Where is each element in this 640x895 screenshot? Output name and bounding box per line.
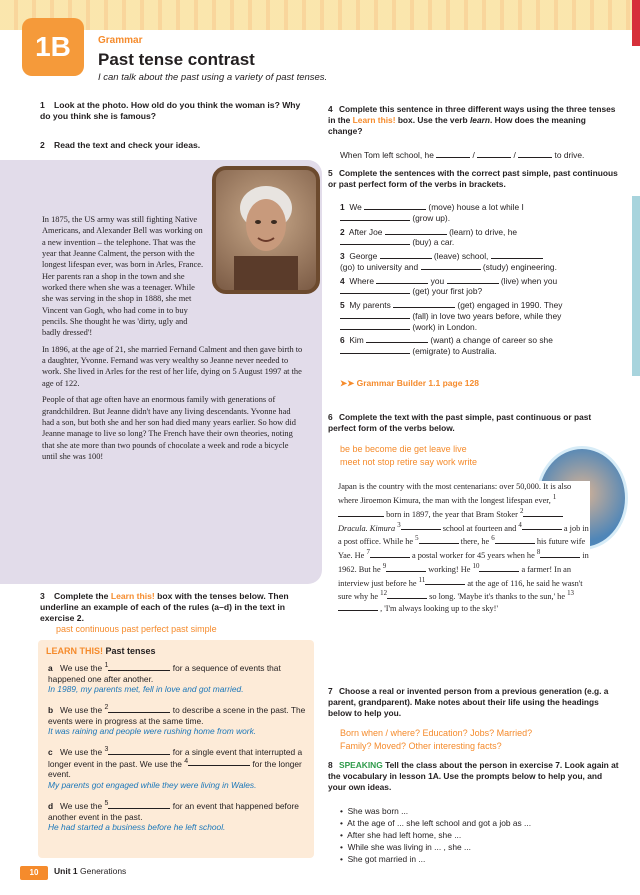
page-number: 10 [20, 866, 48, 880]
grammar-builder-link[interactable]: ➤➤ Grammar Builder 1.1 page 128 [340, 378, 479, 388]
header-pattern [0, 0, 640, 30]
prompt-5: • She got married in ... [340, 854, 426, 864]
exercise-6: 6 Complete the text with the past simple, past continuous or past perfect form of the verbs below. [328, 412, 592, 433]
japan-text: Japan is the country with the most centenarians: over 50,000. It is also where Jiroemon Kimura, the man with the longest lifespan ever, $^1$ born in 1897, the year that Bram Stoker $^2$ Dracula. Kimura $^3$ school at fourteen and $^4$ a job in a post office. While he $^5$ there, he $^6$ his future wife Yae. He $^7$ a postal worker for 45 years when he $^8$ in 1962. But he $^9$ working! He $^{10}$ a farmer! In an interview just before he $^{11}$ at the age of 116, he said he wasn't sure why he $^{12}$ so long. 'Maybe it's thanks to the sun,' he $^{13}$ , 'I'm always looking up to the sky!' [338, 481, 590, 615]
rule-b: b We use the $^2$ to describe a scene in the past. The events were in progress at the same time. It was raining and people were rushing home from work. [48, 704, 306, 737]
exercise-5: 5 Complete the sentences with the correct past simple, past continuous or past perfect form of the verbs in brackets. [328, 168, 618, 189]
rule-c: c We use the $^3$ for a single event that interrupted a longer event in the past. We use the $^4$ for the longer event. My parents got engaged while they were living in Wales. [48, 746, 303, 790]
prompt-1: • She was born ... [340, 806, 409, 816]
ex5-item-3: 3 George (leave) school, (go) to university and (study) engineering. [340, 251, 557, 272]
reading-para-2: In 1896, at the age of 21, she married Fernand Calment and then gave birth to a daughter, Yvonne. Fernand was very wealthy so Jeanne never needed to work. She lived in Arles for the rest of her life, dying on 5 August 1997 at the age of 122. [42, 344, 303, 388]
exercise-1: 1 Look at the photo. How old do you think the woman is? Why do you think she is famous? [40, 100, 301, 121]
prompt-4: • While she was living in ... , she ... [340, 842, 471, 852]
reading-text [42, 214, 304, 467]
exercise-8: 8 SPEAKING Tell the class about the person in exercise 7. Look again at the vocabulary in lesson 1A. Use the prompts below to help you, and your own ideas. [328, 760, 619, 792]
exercise-3: 3 Complete the Learn this! box with the tenses below. Then underline an example of each of the rules (a–d) in the text in exercise 2. [40, 591, 289, 623]
tense-word-list: past continuous past perfect past simple [56, 624, 217, 634]
edge-tab-teal [632, 196, 640, 376]
rule-a: a We use the $^1$ for a sequence of events that happened one after another. In 1989, my parents met, fell in love and got married. [48, 662, 281, 695]
edge-tab-red [632, 0, 640, 46]
reading-para-1: In 1875, the US army was still fighting Native Americans, and Alexander Bell was working on a new invention – the telephone. That was the year that Jeanne Calment, the person with the longest lifespan ever, was born in Arles, France. Her parents ran a shop in the town and she worked there when she was a teenager. While she was serving in the shop in 1888, she met Vincent van Gogh, who had come in to buy pencils. She thought he was 'dirty, ugly and badly dressed'! [42, 215, 204, 338]
ex5-item-2: 2 After Joe (learn) to drive, he (buy) a car. [340, 226, 518, 248]
section-label: Grammar [98, 35, 143, 46]
page-subtitle: I can talk about the past using a variety of past tenses. [98, 72, 328, 83]
exercise-4: 4 Complete this sentence in three different ways using the three tenses in the Learn this! box. Use the verb learn. How does the meaning change? [328, 104, 616, 136]
learn-this-title: LEARN THIS! Past tenses [46, 646, 156, 656]
reading-para-3: People of that age often have an enormous family with generations of grandchildren. But Jeanne didn't have any living descendants. Yvonne had had a son, but both she and her son had died many years earlier. So how did Jeanne manage to live so long? The French have their own theories, noting that she ate more than two pounds of chocolate a week and rode a bicycle until she was 100! [42, 395, 296, 461]
exercise-7: 7 Choose a real or invented person from a previous generation (e.g. a parent, grandparent). Make notes about their life using the headings below to help you. [328, 686, 609, 718]
ex6-verbs-2: meet not stop retire say work write [340, 457, 478, 467]
ex6-verbs-1: be be become die get leave live [340, 444, 467, 454]
prompt-2: • At the age of ... she left school and got a job as ... [340, 818, 532, 828]
ex5-item-5: 5 My parents (get) engaged in 1990. They (fall) in love two years before, while they (work) in London. [340, 300, 563, 332]
ex7-headings-1: Born when / where? Education? Jobs? Married? [340, 728, 533, 738]
rule-d: d We use the $^5$ for an event that happened before another event in the past. He had started a business before he left school. [48, 800, 299, 833]
ex5-sentences [340, 202, 620, 357]
ex5-item-6: 6 Kim (want) a change of career so she (emigrate) to Australia. [340, 335, 553, 356]
prompt-3: • After she had left home, she ... [340, 830, 462, 840]
ex5-item-1: 1 We (move) house a lot while I (grow up). [340, 202, 524, 223]
exercise-2: 2 Read the text and check your ideas. [40, 140, 201, 150]
ex5-item-4: 4 Where you (live) when you (get) your first job? [340, 275, 558, 297]
lesson-badge: 1B [22, 18, 84, 76]
exercise-4-sentence: When Tom left school, he / / to drive. [340, 150, 585, 160]
unit-label: Unit 1 Generations [54, 866, 127, 876]
ex7-headings-2: Family? Moved? Other interesting facts? [340, 741, 502, 751]
page-title: Past tense contrast [98, 50, 255, 69]
